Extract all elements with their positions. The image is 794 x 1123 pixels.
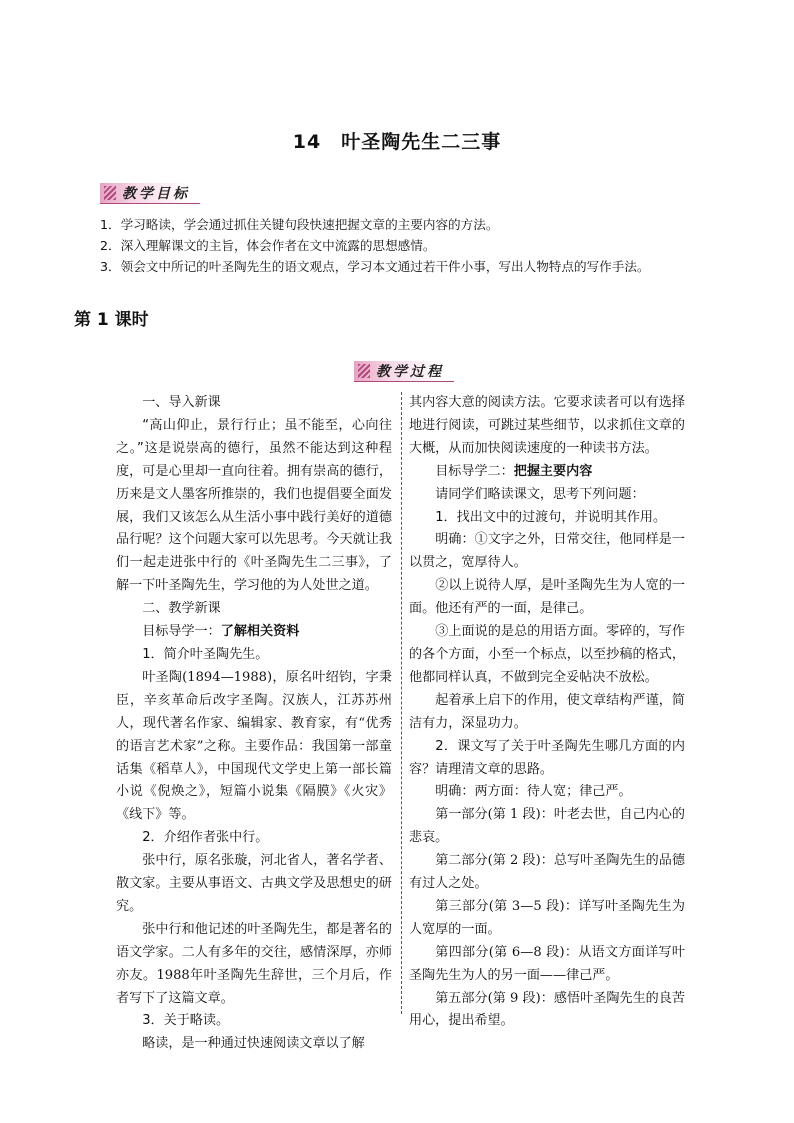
subheading: 2．介绍作者张中行。 [142, 830, 269, 846]
ribbon-icon [354, 361, 454, 382]
answer: ③上面说的是总的用语方面。零碎的，写作的各个方面，小至一个标点，以至抄稿的格式，他都同样认真，不做到完全妥帖决不放松。 [409, 624, 685, 685]
paragraph: 请同学们略读课文，思考下列问题： [435, 486, 645, 502]
answer: 明确：两方面：待人宽；律己严。 [435, 784, 632, 800]
page-title: 14 叶圣陶先生二三事 [292, 131, 502, 153]
question: 2．课文写了关于叶圣陶先生哪几方面的内容？请理清文章的思路。 [409, 738, 685, 777]
guide-heading-2 [409, 461, 685, 484]
goals-list [100, 214, 750, 277]
section-tag-label: 教学目标 [122, 185, 190, 202]
ribbon-icon [100, 183, 200, 204]
paragraph: 略读，是一种通过快速阅读文章以了解 [142, 1036, 365, 1052]
heading-intro: 一、导入新课 [142, 395, 221, 410]
section-tag-label: 教学过程 [376, 363, 444, 380]
right-column [409, 392, 685, 1033]
answer: ②以上说待人厚，是叶圣陶先生为人宽的一面。他还有严的一面，是律己。 [409, 578, 685, 617]
heading-teaching: 二、教学新课 [142, 601, 221, 617]
answer: 第四部分(第 6—8 段)：从语文方面详写叶圣陶先生为人的另一面——律己严。 [409, 944, 685, 983]
subheading: 1．简介叶圣陶先生。 [142, 646, 269, 662]
paragraph: 叶圣陶(1894—1988)，原名叶绍钧，字秉臣，辛亥革命后改字圣陶。汉族人，江苏苏州人，现代著名作家、编辑家、教育家，有“优秀的语言艺术家”之称。主要作品：我国第一部童话集《稻草人》，中国现代文学史上第一部长篇小说《倪焕之》，短篇小说集《隔膜》《火灾》《线下》等。 [116, 669, 392, 823]
guide-title: 了解相关资料 [220, 624, 300, 640]
paragraph: “高山仰止，景行行止；虽不能至，心向往之。”这是说崇高的德行，虽然不能达到这种程度，可是心里却一直向往着。拥有崇高的德行，历来是文人墨客所推崇的，我们也提倡要全面发展，我们又该怎么从生活小事中践行美好的道德品行呢？这个问题大家可以先思考。今天就让我们一起走进张中行的《叶圣陶先生二三事》，了解一下叶圣陶先生，学习他的为人处世之道。 [116, 417, 392, 594]
answer: 第三部分(第 3—5 段)：详写叶圣陶先生为人宽厚的一面。 [409, 898, 685, 937]
goal-item: 2．深入理解课文的主旨，体会作者在文中流露的思想感情。 [100, 238, 436, 253]
answer: 第一部分(第 1 段)：叶老去世，自己内心的悲哀。 [409, 807, 685, 846]
paragraph: 其内容大意的阅读方法。它要求读者可以有选择地进行阅读，可跳过某些细节，以求抓住文章的大概，从而加快阅读速度的一种读书方法。 [409, 395, 685, 456]
goal-item: 1．学习略读，学会通过抓住关键句段快速把握文章的主要内容的方法。 [100, 217, 499, 232]
question: 1．找出文中的过渡句，并说明其作用。 [435, 509, 667, 525]
answer: 第五部分(第 9 段)：感悟叶圣陶先生的良苦用心，提出希望。 [409, 990, 685, 1029]
guide-title: 把握主要内容 [513, 463, 593, 479]
goal-item: 3．领会文中所记的叶圣陶先生的语文观点，学习本文通过若干件小事，写出人物特点的写作手法。 [100, 259, 650, 274]
column-divider [401, 392, 402, 1014]
guide-prefix: 目标导学一： [142, 624, 221, 640]
paragraph: 张中行，原名张璇，河北省人，著名学者、散文家。主要从事语文、古典文学及思想史的研究。 [116, 853, 392, 914]
left-column [116, 392, 392, 1056]
paragraph: 张中行和他记述的叶圣陶先生，都是著名的语文学家。二人有多年的交往，感情深厚，亦师亦友。1988年叶圣陶先生辞世，三个月后，作者写下了这篇文章。 [116, 921, 392, 1006]
subheading: 3．关于略读。 [142, 1013, 230, 1029]
section-tag-goals [100, 181, 200, 205]
guide-heading-1 [116, 621, 392, 644]
answer: 起着承上启下的作用，使文章结构严谨，简洁有力，深显功力。 [409, 692, 685, 731]
answer: 第二部分(第 2 段)：总写叶圣陶先生的品德有过人之处。 [409, 853, 685, 892]
answer: 明确：①文字之外，日常交往，他同样是一以贯之，宽厚待人。 [409, 532, 685, 571]
lesson-heading: 第 1 课时 [74, 310, 149, 330]
guide-prefix: 目标导学二： [435, 463, 514, 479]
section-tag-process [354, 359, 454, 383]
